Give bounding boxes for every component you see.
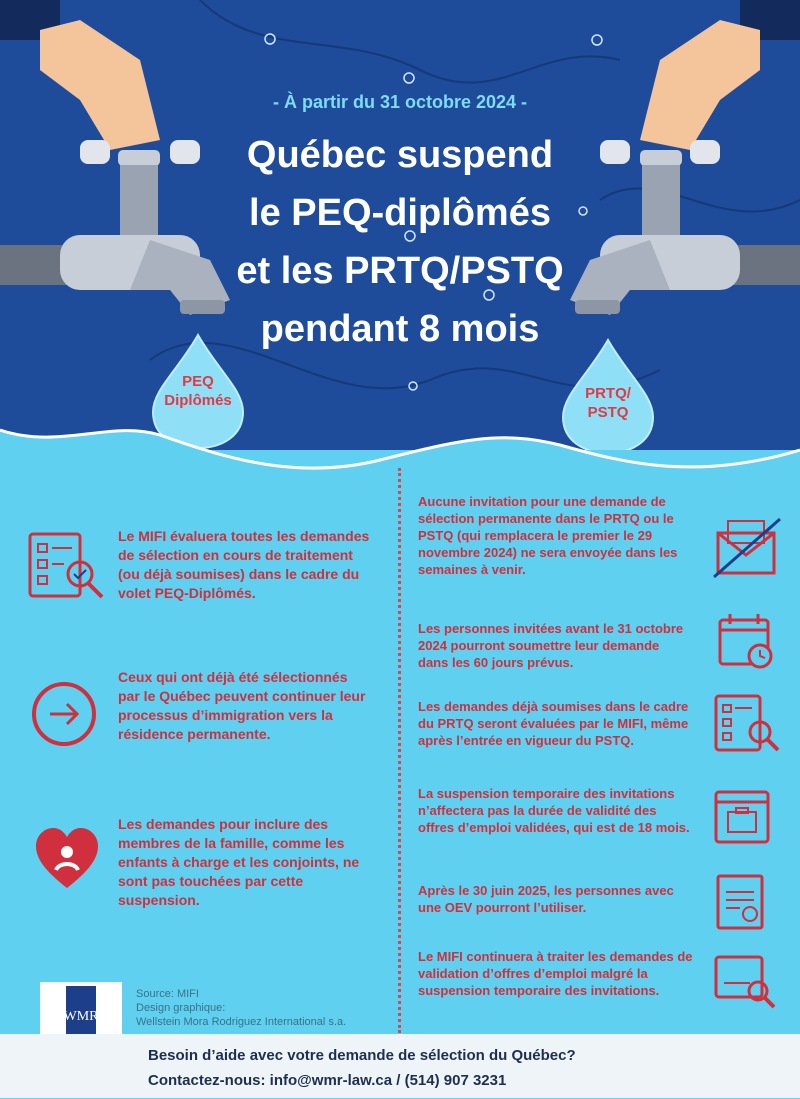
- source-line: Design graphique:: [136, 1002, 226, 1014]
- left-item-text: Ceux qui ont déjà été sélectionnés par le Québec peuvent continuer leur processus d’immigration vers la résidence permanente.: [118, 669, 366, 742]
- title-line: Québec suspend: [246, 134, 554, 176]
- checklist-magnifier-icon: [714, 694, 782, 756]
- right-item-text: La suspension temporaire des invitations n’affectera pas la durée de validité des offres d’emploi validées, qui est de 18 mois.: [418, 786, 690, 835]
- checklist-magnifier-icon: [28, 530, 108, 602]
- crossed-invitation-icon: [712, 515, 784, 579]
- drop-label-line: PRTQ/: [585, 385, 631, 402]
- page-title: [150, 126, 650, 358]
- date-line: - À partir du 31 octobre 2024 -: [272, 92, 528, 112]
- offer-document-icon: [716, 874, 768, 930]
- footer: [0, 1034, 800, 1098]
- right-item-text: Le MIFI continuera à traiter les demandes de validation d’offres d’emploi malgré la suspension temporaire des invitations.: [418, 949, 693, 998]
- title-line: pendant 8 mois: [260, 308, 540, 350]
- header-banner: [0, 0, 800, 450]
- left-item-text: Le MIFI évaluera toutes les demandes de sélection en cours de traitement (ou déjà soumises) dans le cadre du volet PEQ-Diplômés.: [118, 528, 370, 601]
- drop-label-line: PEQ: [182, 373, 214, 390]
- center-divider: [398, 468, 401, 1033]
- svg-text:WMR: WMR: [63, 1009, 99, 1024]
- right-item-text: Après le 30 juin 2025, les personnes avec une OEV pourront l’utiliser.: [418, 883, 674, 915]
- title-line: le PEQ-diplômés: [249, 192, 551, 234]
- job-search-icon: [714, 955, 776, 1011]
- source-line: Wellstein Mora Rodriguez International s.a.: [136, 1016, 347, 1028]
- footer-contact-line[interactable]: Contactez-nous: info@wmr-law.ca / (514) 907 3231: [148, 1072, 507, 1089]
- left-item-text: Les demandes pour inclure des membres de la famille, comme les enfants à charge et les conjoints, ne sont pas touchées par cette suspension.: [118, 816, 360, 908]
- source-credit: [136, 987, 346, 1029]
- drop-label-line: PSTQ: [587, 404, 629, 421]
- family-heart-icon: [34, 826, 100, 892]
- right-item-text: Les demandes déjà soumises dans le cadre du PRTQ seront évaluées par le MIFI, même après l’entrée en vigueur du PSTQ.: [418, 699, 689, 748]
- job-offer-window-icon: [714, 790, 772, 846]
- arrow-circle-icon: [30, 680, 98, 748]
- source-line: Source: MIFI: [136, 988, 199, 1000]
- title-line: et les PRTQ/PSTQ: [236, 250, 564, 292]
- calendar-clock-icon: [716, 612, 776, 670]
- drop-label-line: Diplômés: [164, 392, 232, 409]
- footer-help-line: Besoin d’aide avec votre demande de sélection du Québec?: [148, 1047, 576, 1064]
- right-item-text: Aucune invitation pour une demande de sélection permanente dans le PRTQ ou le PSTQ (qui remplacera le premier le 29 novembre 2024) ne sera envoyée dans les semaines à venir.: [418, 494, 678, 577]
- right-item-text: Les personnes invitées avant le 31 octobre 2024 pourront soumettre leur demande dans les 60 jours prévus.: [418, 621, 684, 670]
